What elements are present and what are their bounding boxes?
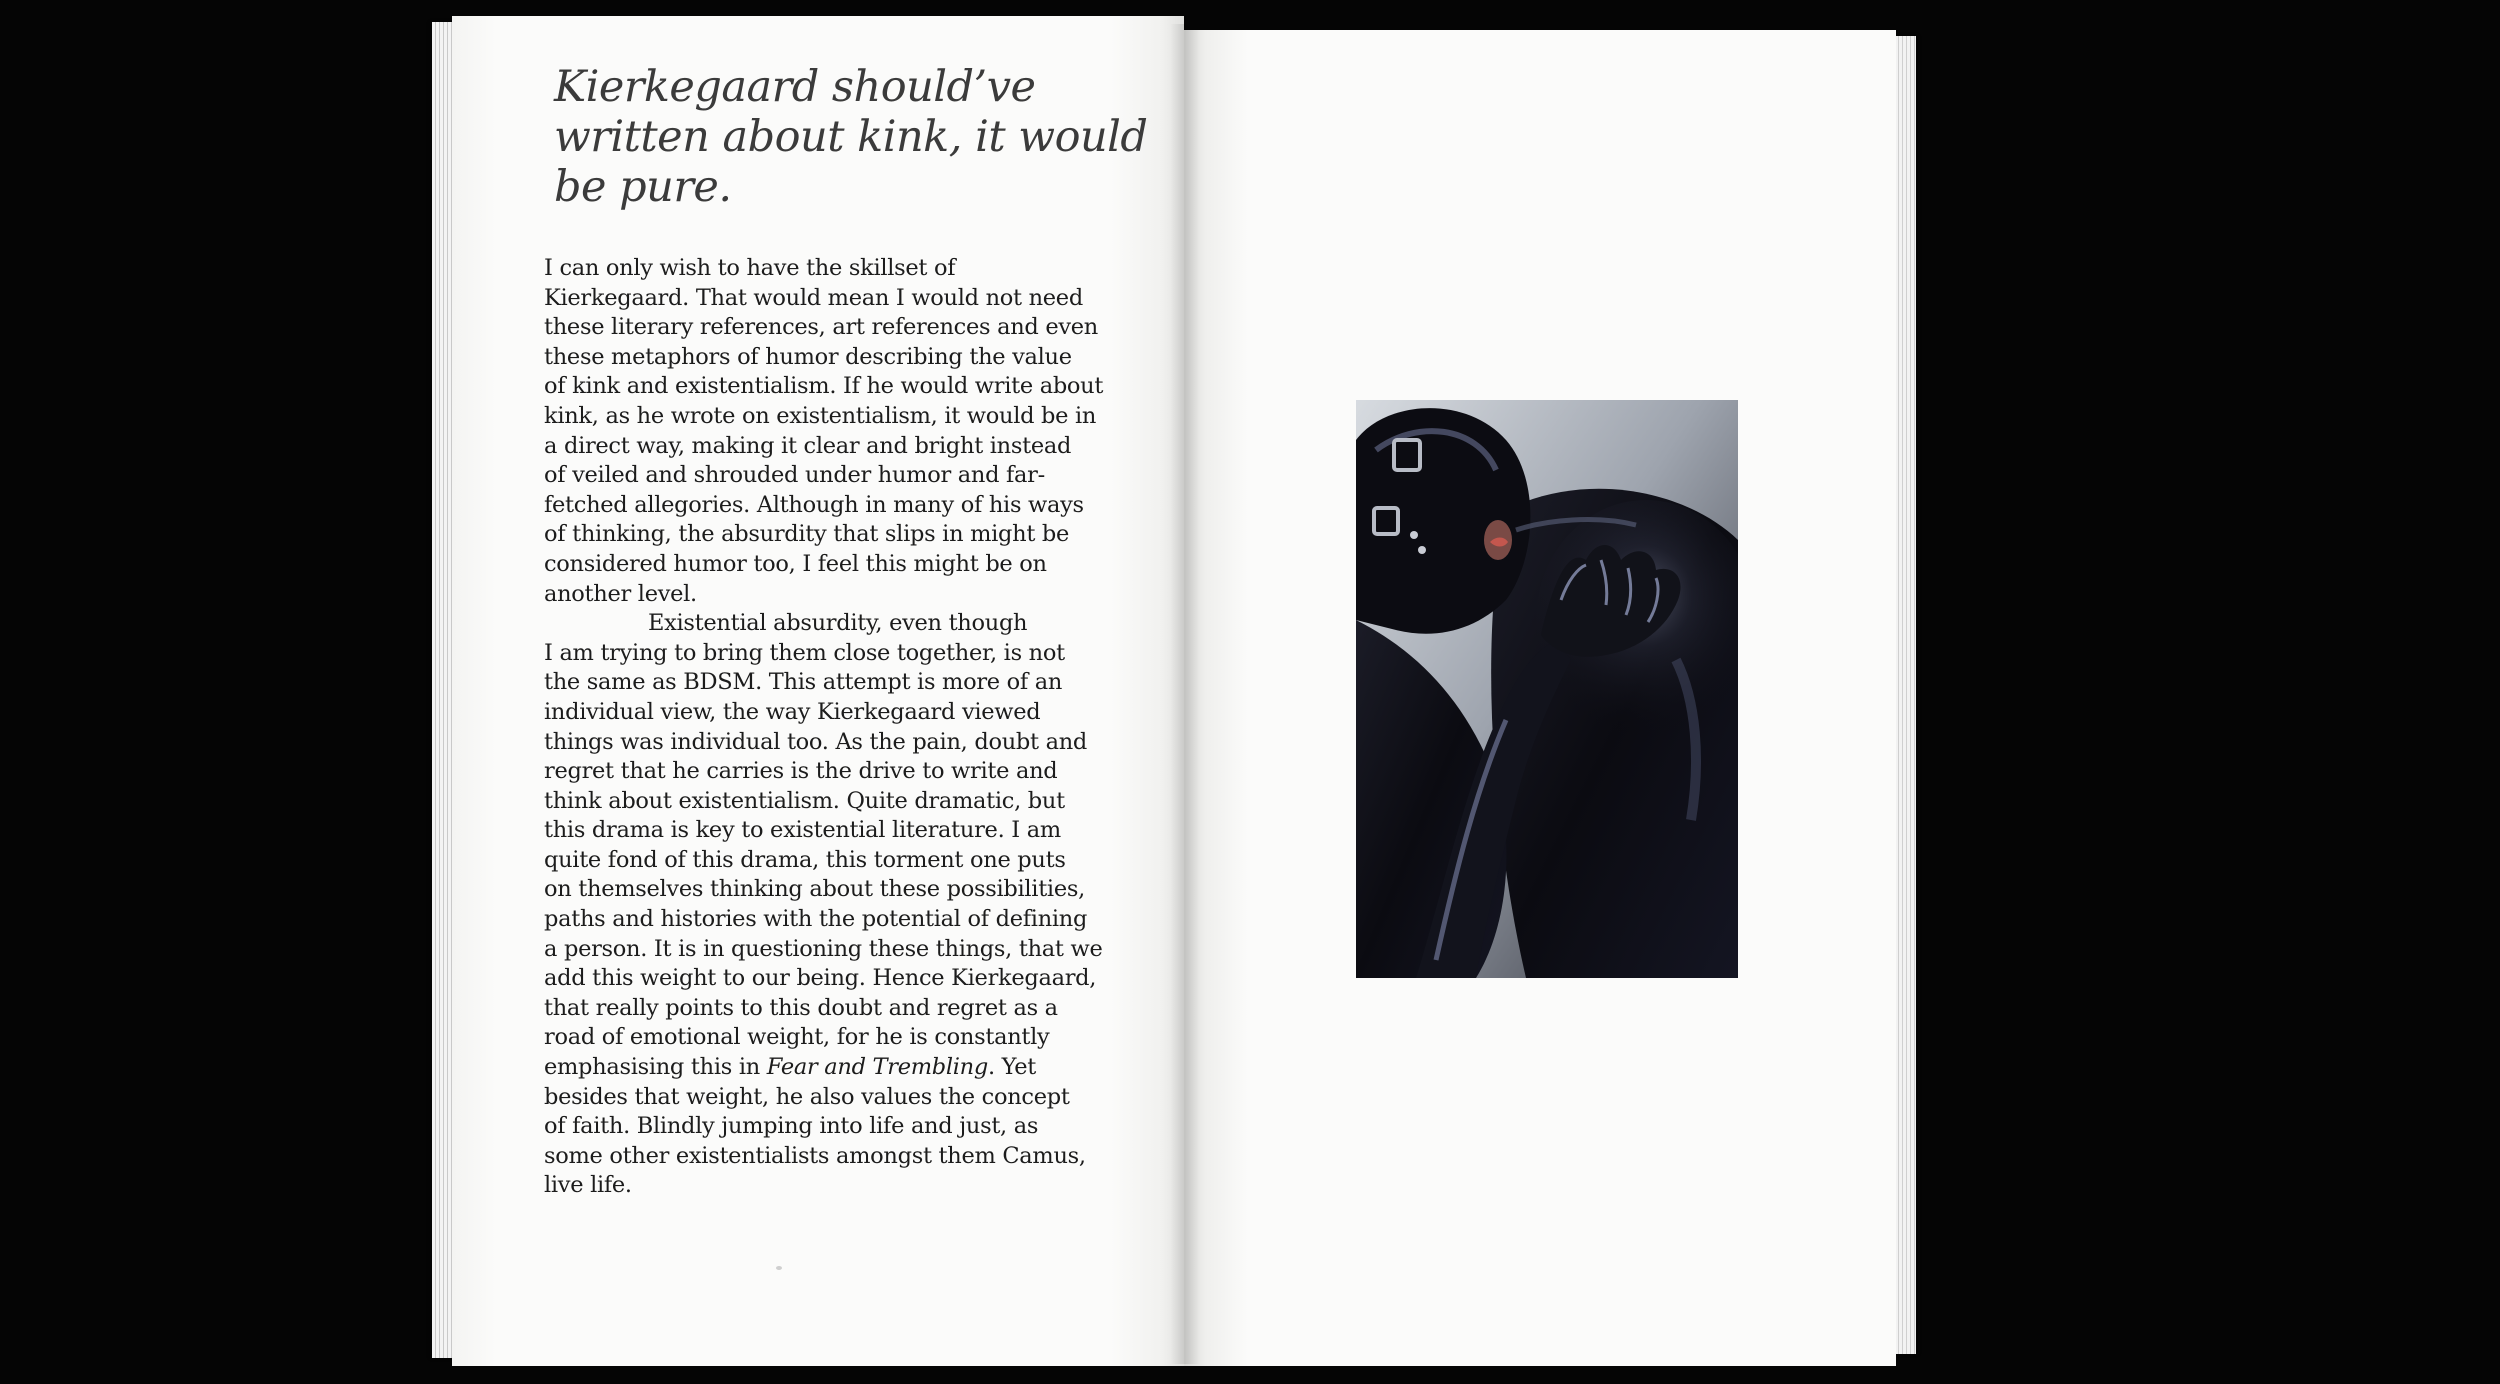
body-line: I can only wish to have the skillset of (544, 255, 956, 281)
body-line: on themselves thinking about these possibilities, (544, 876, 1085, 903)
body-line: regret that he carries is the drive to write and (544, 758, 1058, 785)
paragraph-indent-line: Existential absurdity, even though (648, 610, 1028, 637)
body-line: that really points to this doubt and regret as a (544, 994, 1058, 1021)
body-line: quite fond of this drama, this torment one puts (544, 846, 1066, 873)
body-line: a direct way, making it clear and bright instead (544, 432, 1072, 459)
body-line: of kink and existentialism. If he would write about (544, 373, 1104, 400)
body-line: of veiled and shrouded under humor and far- (544, 462, 1045, 489)
paper-speck (776, 1266, 782, 1270)
chapter-title (554, 62, 1154, 212)
body-line: paths and histories with the potential of defining (544, 906, 1088, 933)
body-line: individual view, the way Kierkegaard viewed (544, 698, 1041, 725)
spine-shadow (1170, 24, 1200, 1364)
body-line: things was individual too. As the pain, doubt and (544, 728, 1087, 755)
body-line: another level. (544, 580, 697, 607)
emphasis-line (544, 1053, 1124, 1083)
emphasis-before: emphasising this in (544, 1054, 767, 1081)
body-line: of faith. Blindly jumping into life and just, as (544, 1113, 1039, 1140)
body-line: live life. (544, 1172, 632, 1199)
body-line: considered humor too, I feel this might be on (544, 550, 1047, 577)
body-line: some other existentialists amongst them Camus, (544, 1142, 1086, 1169)
photo-illustration (1356, 400, 1738, 978)
body-line: Kierkegaard. That would mean I would not need (544, 284, 1083, 311)
body-line: this drama is key to existential literature. I am (544, 817, 1061, 844)
body-text (544, 254, 1124, 1201)
body-line: the same as BDSM. This attempt is more of an (544, 669, 1063, 696)
body-line: I am trying to bring them close together, is not (544, 639, 1065, 666)
emphasis-after: . Yet (987, 1054, 1037, 1081)
body-line: road of emotional weight, for he is constantly (544, 1024, 1050, 1051)
body-line: these literary references, art references and even (544, 314, 1098, 341)
body-line: add this weight to our being. Hence Kierkegaard, (544, 965, 1097, 992)
body-line: of thinking, the absurdity that slips in might be (544, 521, 1070, 548)
latex-hood-figure-photo (1356, 400, 1738, 978)
body-line: besides that weight, he also values the concept (544, 1083, 1070, 1110)
body-line: kink, as he wrote on existentialism, it would be in (544, 402, 1097, 429)
title-line: Kierkegaard should’ve (554, 62, 1036, 112)
book-title-italic: Fear and Trembling (766, 1054, 988, 1081)
title-line: written about kink, it would (554, 112, 1148, 162)
title-line: be pure. (554, 162, 732, 212)
body-line: think about existentialism. Quite dramatic, but (544, 787, 1065, 814)
body-line: a person. It is in questioning these things, that we (544, 935, 1103, 962)
body-line: these metaphors of humor describing the value (544, 343, 1072, 370)
body-line: fetched allegories. Although in many of his ways (544, 491, 1084, 518)
